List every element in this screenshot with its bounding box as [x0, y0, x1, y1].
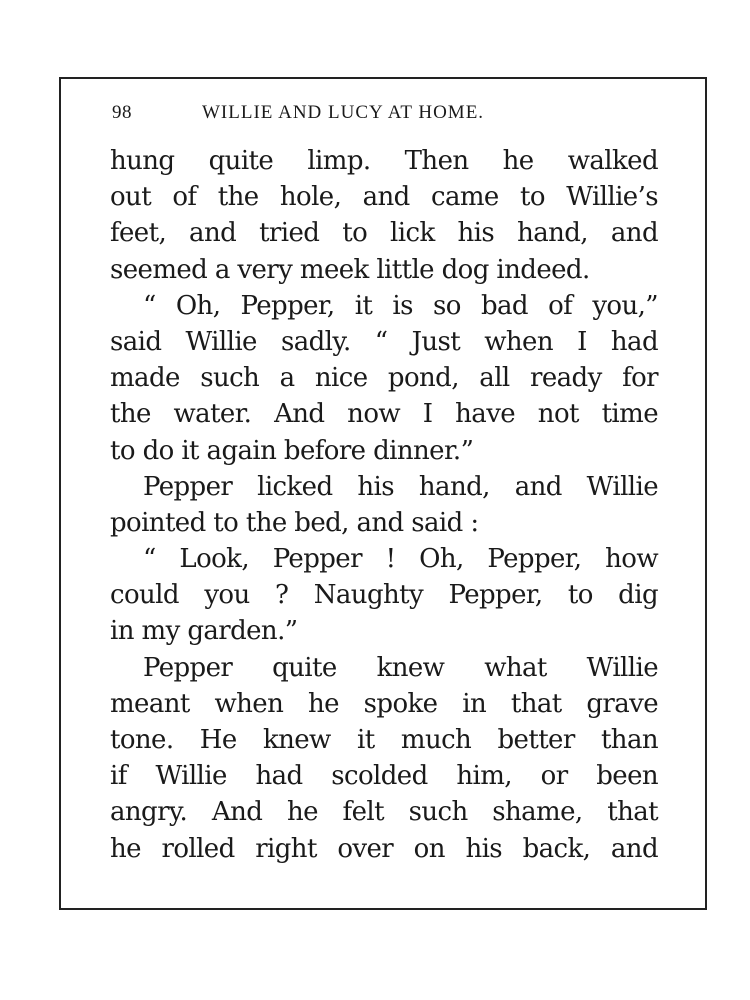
- running-head: [112, 102, 672, 130]
- text-line: “ Look, Pepper ! Oh, Pepper, how: [143, 544, 658, 575]
- text-line: to do it again before dinner.”: [110, 435, 474, 466]
- body-text: [110, 143, 658, 867]
- text-line: feet, and tried to lick his hand, and: [110, 218, 658, 249]
- text-line: seemed a very meek little dog indeed.: [110, 254, 590, 285]
- text-line: angry. And he felt such shame, that: [110, 797, 658, 828]
- page-number: 98: [112, 102, 132, 123]
- text-line: he rolled right over on his back, and: [110, 833, 658, 864]
- text-line: Pepper licked his hand, and Willie: [143, 471, 658, 502]
- text-line: hung quite limp. Then he walked: [110, 146, 658, 176]
- text-line: said Willie sadly. “ Just when I had: [110, 326, 658, 357]
- text-line: “ Oh, Pepper, it is so bad of you,”: [143, 290, 658, 321]
- text-line: if Willie had scolded him, or been: [110, 761, 658, 792]
- text-line: meant when he spoke in that grave: [110, 688, 658, 719]
- text-line: in my garden.”: [110, 616, 298, 647]
- text-line: made such a nice pond, all ready for: [110, 363, 658, 394]
- running-title: WILLIE AND LUCY AT HOME.: [202, 102, 485, 123]
- text-line: the water. And now I have not time: [110, 399, 658, 430]
- text-line: pointed to the bed, and said :: [110, 507, 479, 538]
- text-line: could you ? Naughty Pepper, to dig: [110, 580, 658, 611]
- text-line: Pepper quite knew what Willie: [143, 652, 658, 683]
- text-line: tone. He knew it much better than: [110, 725, 658, 755]
- text-line: out of the hole, and came to Willie’s: [110, 182, 658, 213]
